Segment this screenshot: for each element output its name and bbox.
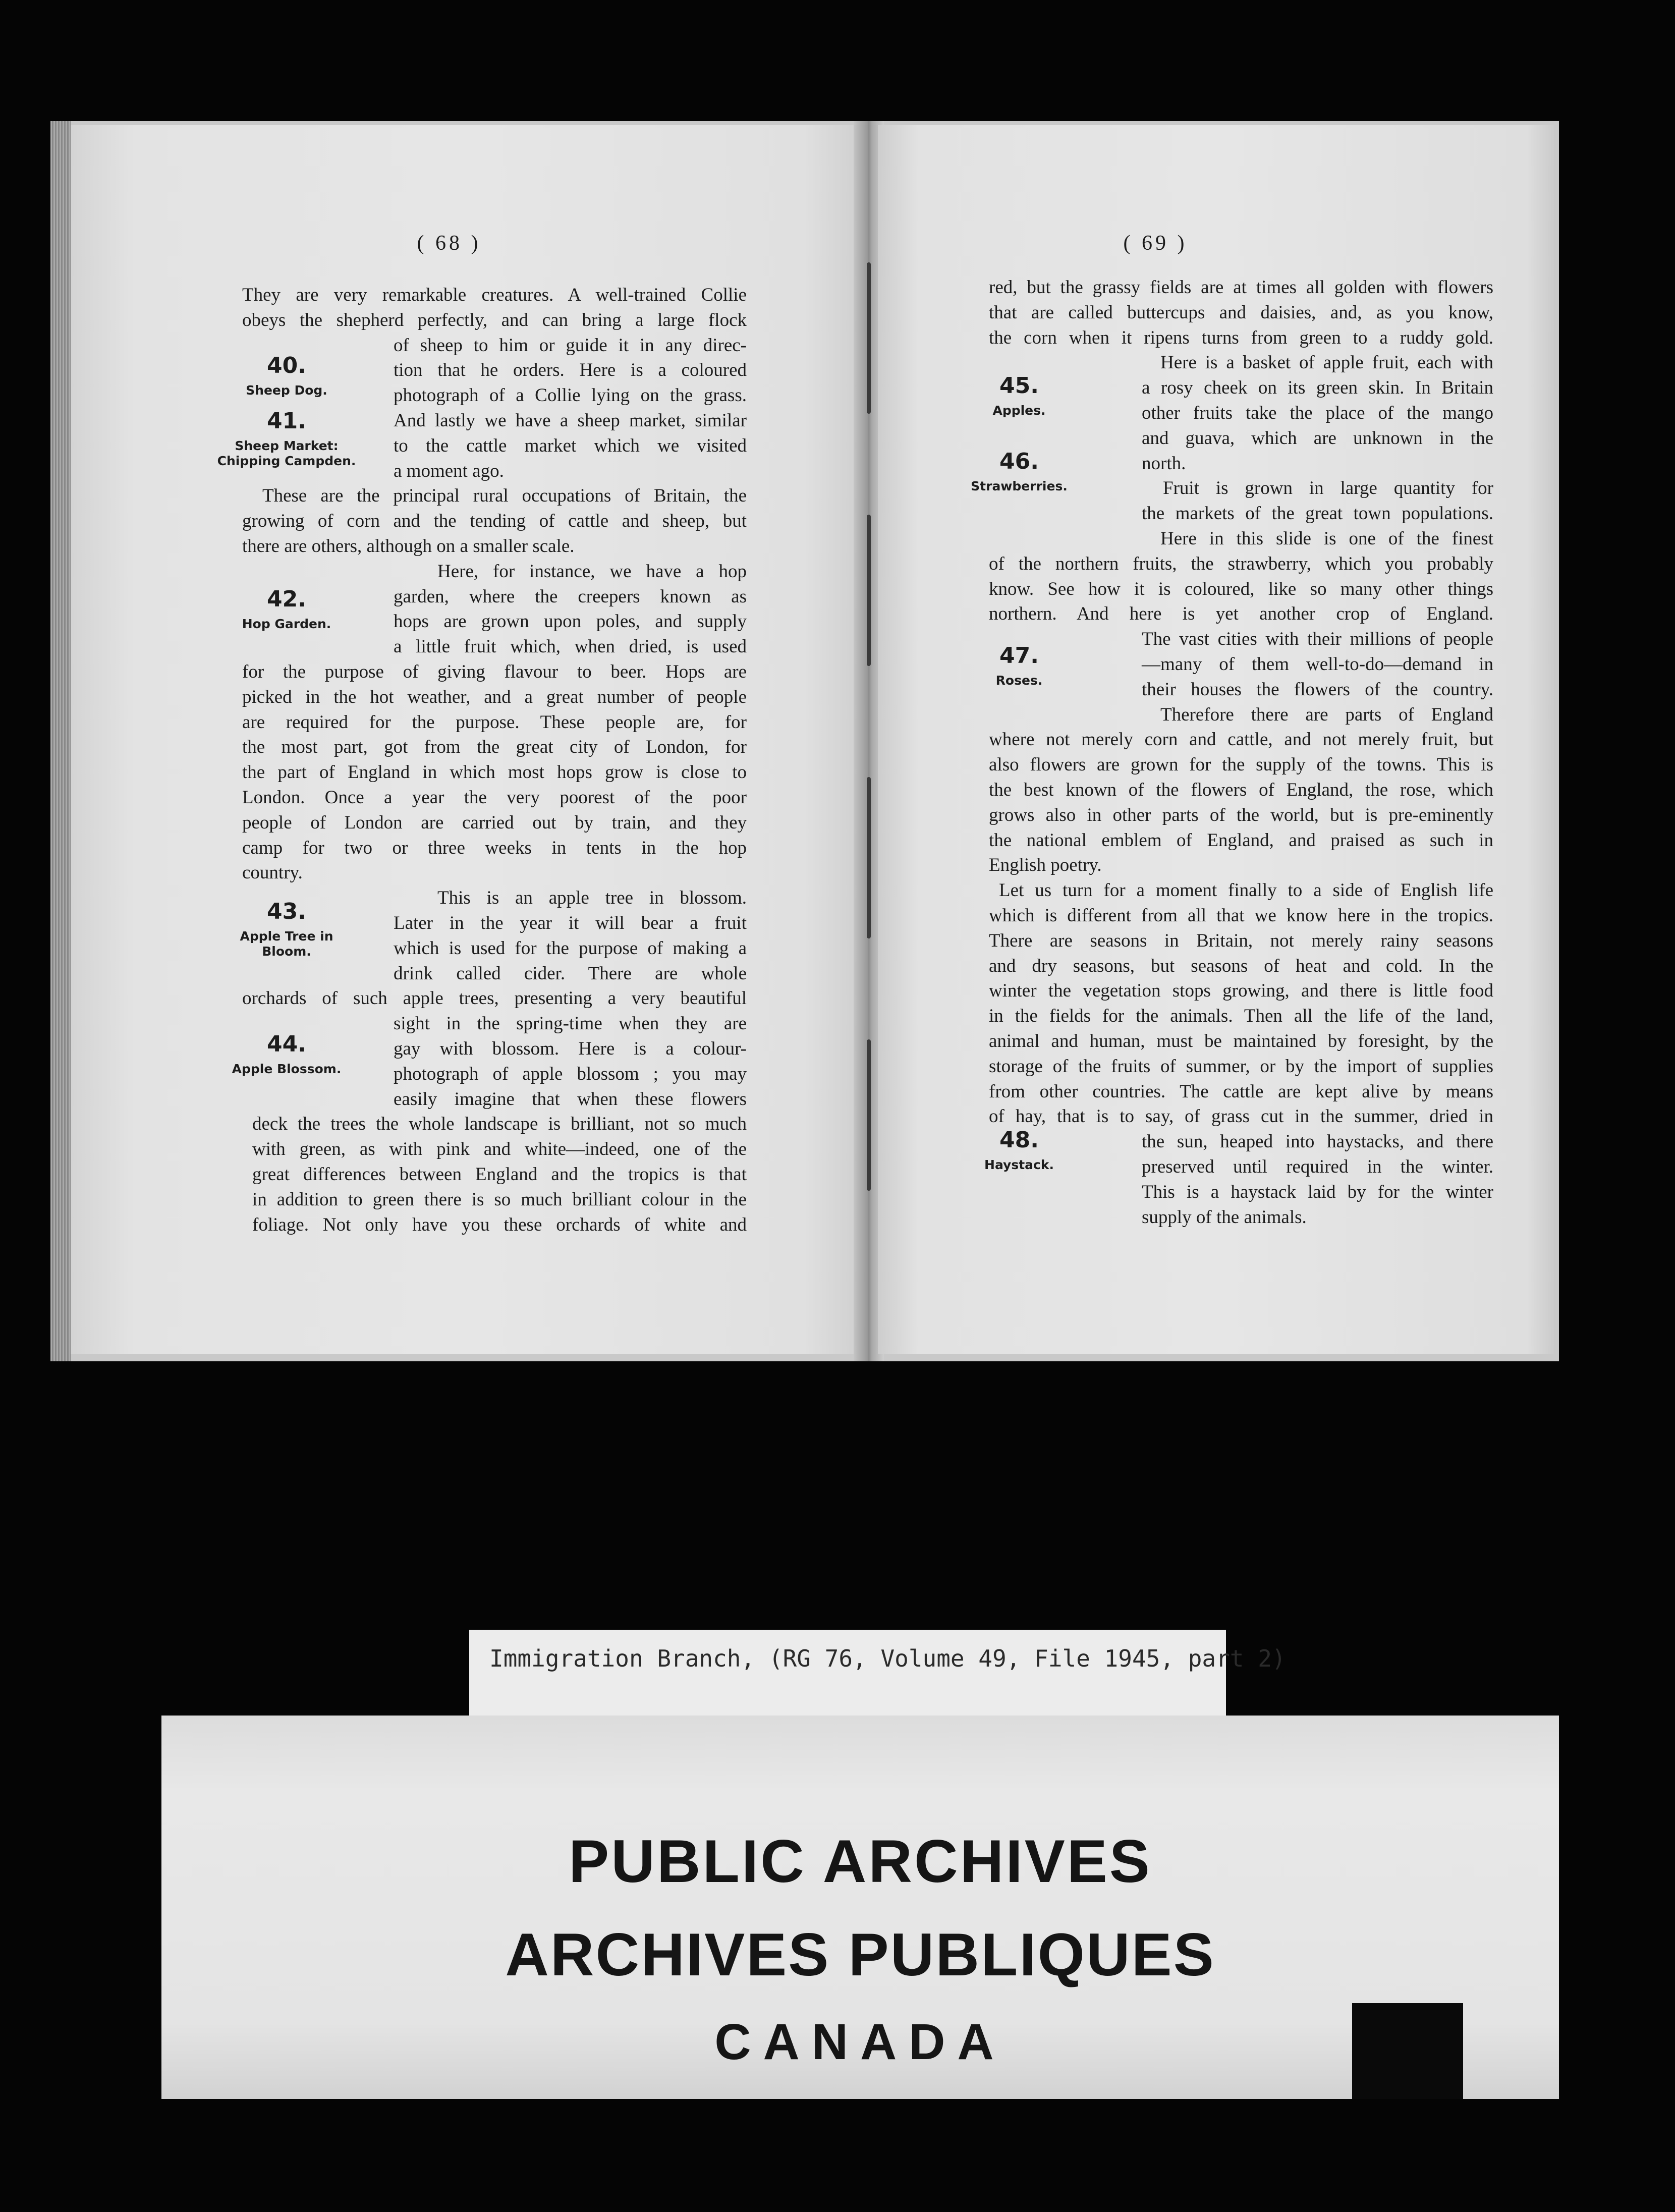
text-line: animal and human, must be maintained by foresight, by the [989, 1031, 1493, 1052]
text-line: These are the principal rural occupations of Britain, the [262, 485, 747, 507]
text-line: Later in the year it will bear a fruit [394, 913, 747, 933]
text-line: garden, where the creepers known as [394, 586, 747, 607]
slide-caption: Roses. [995, 673, 1043, 688]
text-line: Therefore there are parts of England [1160, 704, 1493, 725]
text-line: supply of the animals. [1142, 1206, 1307, 1228]
slide-caption: Bloom. [262, 944, 311, 959]
text-line: orchards of such apple trees, presenting a very beautiful [242, 988, 747, 1009]
text-line: other fruits take the place of the mango [1142, 403, 1493, 423]
slide-caption: Strawberries. [971, 479, 1068, 493]
text-line: photograph of apple blossom ; you may [394, 1063, 747, 1084]
right-page [878, 125, 1554, 1354]
text-line: and guava, which are unknown in the [1142, 427, 1493, 449]
text-line: their houses the flowers of the country. [1142, 679, 1493, 700]
text-line: grows also in other parts of the world, but is pre-eminently [989, 804, 1493, 825]
text-line: Here is a basket of apple fruit, each with [1160, 352, 1493, 373]
text-line: people of London are carried out by train, and they [242, 812, 747, 833]
slide-caption: Chipping Campden. [217, 454, 356, 468]
stamp-line-country: CANADA [714, 2014, 1006, 2070]
slide-caption: Sheep Market: [235, 438, 339, 453]
text-line: camp for two or three weeks in tents in the hop [242, 837, 747, 858]
text-line: red, but the grassy fields are at times all golden with flowers [989, 277, 1493, 298]
slide-number: 46. [999, 449, 1039, 474]
open-book [50, 121, 1559, 1361]
text-line: in the fields for the animals. Then all the life of the land, [989, 1006, 1493, 1027]
slide-number: 41. [267, 408, 306, 434]
text-line: gay with blossom. Here is a colour- [394, 1038, 747, 1059]
text-line: of the northern fruits, the strawberry, which you probably [989, 553, 1493, 574]
text-line: the sun, heaped into haystacks, and there [1142, 1131, 1493, 1152]
text-line: obeys the shepherd perfectly, and can bring a large flock [242, 309, 747, 330]
text-line: the best known of the flowers of England, the rose, which [989, 780, 1493, 800]
text-line: to the cattle market which we visited [394, 435, 747, 456]
slide-caption: Apple Tree in [240, 929, 333, 944]
binding-stitch [867, 262, 871, 414]
text-line: And lastly we have a sheep market, similar [394, 410, 747, 431]
slide-number: 48. [999, 1127, 1039, 1153]
text-line: with green, as with pink and white—indeed, one of the [252, 1139, 747, 1160]
left-page [71, 125, 868, 1354]
text-line: This is an apple tree in blossom. [437, 888, 747, 909]
text-line: There are seasons in Britain, not merely rainy seasons [989, 930, 1493, 951]
text-line: a moment ago. [394, 460, 504, 481]
text-line: Here in this slide is one of the finest [1160, 528, 1493, 549]
slide-caption: Haystack. [984, 1157, 1054, 1172]
text-line: from other countries. The cattle are kept alive by means [989, 1081, 1493, 1102]
text-line: are required for the purpose. These people are, for [242, 711, 747, 733]
text-line: picked in the hot weather, and a great number of people [242, 686, 747, 707]
text-line: the most part, got from the great city of London, for [242, 737, 747, 758]
text-line: tion that he orders. Here is a coloured [394, 360, 747, 381]
text-line: photograph of a Collie lying on the grass. [394, 385, 747, 406]
text-line: great differences between England and the tropics is that [252, 1164, 747, 1185]
text-line: drink called cider. There are whole [394, 963, 747, 984]
text-line: in addition to green there is so much brilliant colour in the [252, 1189, 747, 1210]
slide-number: 43. [267, 899, 306, 924]
text-line: Fruit is grown in large quantity for [1163, 478, 1493, 499]
slide-caption: Hop Garden. [242, 617, 331, 631]
text-line: the national emblem of England, and praised as such in [989, 830, 1493, 851]
text-line: They are very remarkable creatures. A well-trained Collie [242, 285, 747, 305]
slide-caption: Apple Blossom. [232, 1062, 342, 1076]
text-line: the markets of the great town populations. [1142, 503, 1493, 524]
text-line: storage of the fruits of summer, or by the import of supplies [989, 1056, 1493, 1077]
page-number: ( 68 ) [417, 232, 481, 255]
text-line: the corn when it ripens turns from green to a ruddy gold. [989, 327, 1493, 348]
binding-stitch [867, 777, 871, 938]
slide-caption: Sheep Dog. [246, 383, 327, 398]
text-line: —many of them well-to-do—demand in [1142, 654, 1493, 675]
text-line: that are called buttercups and daisies, and, as you know, [989, 302, 1493, 323]
text-line: The vast cities with their millions of people [1142, 629, 1493, 650]
text-line: deck the trees the whole landscape is brilliant, not so much [252, 1114, 747, 1135]
page-number: ( 69 ) [1123, 232, 1188, 255]
text-line: northern. And here is yet another crop of England. [989, 603, 1493, 625]
text-line: of hay, that is to say, of grass cut in the summer, dried in [989, 1106, 1493, 1127]
text-line: and dry seasons, but seasons of heat and cold. In the [989, 955, 1493, 976]
text-line: London. Once a year the very poorest of the poor [242, 787, 747, 808]
slide-number: 45. [999, 373, 1039, 399]
slide-caption: Apples. [992, 403, 1046, 418]
text-line: a little fruit which, when dried, is used [394, 636, 747, 657]
slide-number: 47. [999, 643, 1039, 669]
text-line: country. [242, 862, 303, 883]
text-line: easily imagine that when these flowers [394, 1088, 747, 1110]
film-tab [1352, 2003, 1463, 2099]
text-line: sight in the spring-time when they are [394, 1013, 747, 1034]
binding-stitch [867, 1039, 871, 1191]
text-line: north. [1142, 453, 1186, 474]
slide-number: 40. [267, 353, 306, 378]
text-line: winter the vegetation stops growing, and there is little food [989, 980, 1493, 1002]
binding-stitch [867, 515, 871, 666]
text-line: where not merely corn and cattle, and not merely fruit, but [989, 729, 1493, 750]
text-line: for the purpose of giving flavour to beer. Hops are [242, 661, 747, 682]
text-line: This is a haystack laid by for the winter [1142, 1181, 1493, 1202]
text-line: Here, for instance, we have a hop [437, 561, 747, 582]
text-line: know. See how it is coloured, like so many other things [989, 578, 1493, 599]
text-line: Let us turn for a moment finally to a side of English life [999, 880, 1493, 901]
slide-number: 44. [267, 1031, 306, 1057]
stamp-line-french: ARCHIVES PUBLIQUES [505, 1921, 1215, 1988]
text-line: also flowers are grown for the supply of the towns. This is [989, 754, 1493, 776]
slide-number: 42. [267, 586, 306, 612]
text-line: foliage. Not only have you these orchards of white and [252, 1214, 747, 1235]
text-line: there are others, although on a smaller scale. [242, 536, 575, 557]
text-line: English poetry. [989, 855, 1102, 876]
text-line: which is used for the purpose of making a [394, 937, 747, 959]
text-line: growing of corn and the tending of cattle and sheep, but [242, 511, 747, 532]
reference-label: Immigration Branch, (RG 76, Volume 49, File 1945, part 2) [489, 1645, 1286, 1672]
archives-stamp [161, 1716, 1559, 2099]
text-line: which is different from all that we know here in the tropics. [989, 905, 1493, 926]
stamp-line-english: PUBLIC ARCHIVES [569, 1828, 1152, 1895]
text-line: hops are grown upon poles, and supply [394, 611, 747, 632]
text-line: of sheep to him or guide it in any direc- [394, 335, 747, 356]
text-line: the part of England in which most hops grow is close to [242, 762, 747, 783]
page-edges [50, 121, 71, 1361]
text-line: preserved until required in the winter. [1142, 1156, 1493, 1177]
text-line: a rosy cheek on its green skin. In Britain [1142, 377, 1493, 399]
